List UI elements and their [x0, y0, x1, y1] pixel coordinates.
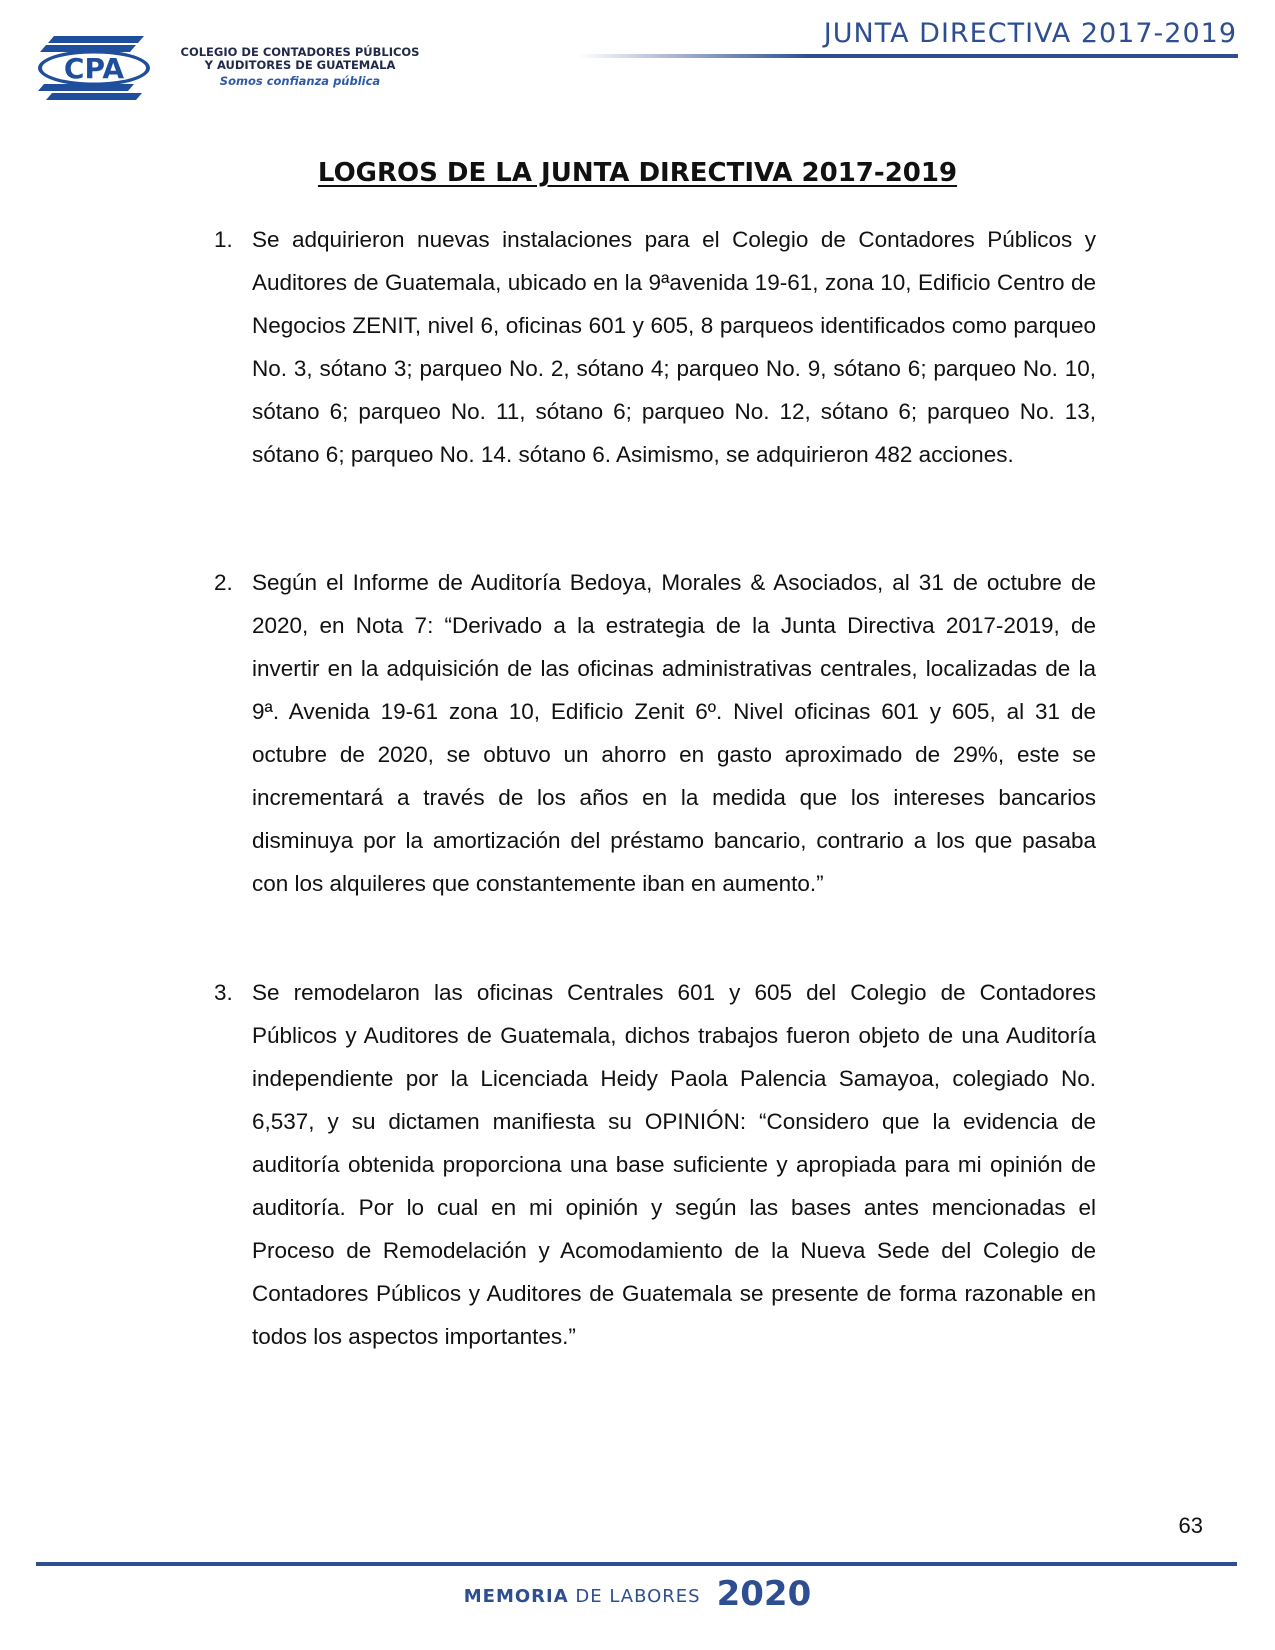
- footer-memoria: MEMORIA: [463, 1586, 569, 1607]
- achievement-item-1: [210, 218, 1096, 476]
- logo-text: CPA: [63, 52, 125, 85]
- footer-year: 2020: [716, 1574, 812, 1614]
- org-name-line-1: COLEGIO DE CONTADORES PÚBLICOS: [180, 45, 420, 59]
- item-text: Se adquirieron nuevas instalaciones para el Colegio de Contadores Públicos y Auditores de Guatemala, ubicado en la 9ªavenida 19-61, zona 10, Edificio Centro de Negocios ZENIT, nivel 6, oficinas 601 y 605, 8 parqueos identificados como parqueo No. 3, sótano 3; parqueo No. 2, sótano 4; parqueo No. 9, sótano 6; parqueo No. 10, sótano 6; parqueo No. 11, sótano 6; parqueo No. 12, sótano 6; parqueo No. 13, sótano 6; parqueo No. 14. sótano 6. Asimismo, se adquirieron 482 acciones.: [252, 227, 1096, 467]
- page-number: 63: [1178, 1513, 1203, 1538]
- organization-slogan: Somos confianza pública: [219, 74, 381, 88]
- item-number: 3.: [214, 980, 233, 1005]
- document-title: LOGROS DE LA JUNTA DIRECTIVA 2017-2019: [317, 158, 958, 188]
- footer-de-labores: DE LABORES: [568, 1586, 701, 1607]
- item-text: Se remodelaron las oficinas Centrales 601 y 605 del Colegio de Contadores Públicos y Auditores de Guatemala, dichos trabajos fueron objeto de una Auditoría independiente por la Licenciada Heidy Paola Palencia Samayoa, colegiado No. 6,537, y su dictamen manifiesta su OPINIÓN: “Considero que la evidencia de auditoría obtenida proporciona una base suficiente y apropiada para mi opinión de auditoría. Por lo cual en mi opinión y según las bases antes mencionadas el Proceso de Remodelación y Acomodamiento de la Nueva Sede del Colegio de Contadores Públicos y Auditores de Guatemala se presente de forma razonable en todos los aspectos importantes.”: [252, 980, 1096, 1349]
- footer-publication-title: [0, 1574, 1275, 1614]
- item-number: 2.: [214, 570, 233, 595]
- achievement-item-3: [210, 971, 1096, 1358]
- organization-name: [180, 46, 420, 72]
- header-divider: [578, 54, 1238, 58]
- header-title: JUNTA DIRECTIVA 2017-2019: [823, 18, 1237, 49]
- item-text: Según el Informe de Auditoría Bedoya, Morales & Asociados, al 31 de octubre de 2020, en Nota 7: “Derivado a la estrategia de la Junta Directiva 2017-2019, de invertir en la adquisición de las oficinas administrativas centrales, localizadas de la 9ª. Avenida 19-61 zona 10, Edificio Zenit 6º. Nivel oficinas 601 y 605, al 31 de octubre de 2020, se obtuvo un ahorro en gasto aproximado de 29%, este se incrementará a través de los años en la medida que los intereses bancarios disminuya por la amortización del préstamo bancario, contrario a los que pasaba con los alquileres que constantemente iban en aumento.”: [252, 570, 1096, 896]
- item-number: 1.: [214, 227, 233, 252]
- achievement-item-2: [210, 561, 1096, 905]
- footer-divider: [36, 1562, 1237, 1566]
- cpa-logo: [36, 34, 156, 102]
- org-name-line-2: Y AUDITORES DE GUATEMALA: [204, 58, 396, 72]
